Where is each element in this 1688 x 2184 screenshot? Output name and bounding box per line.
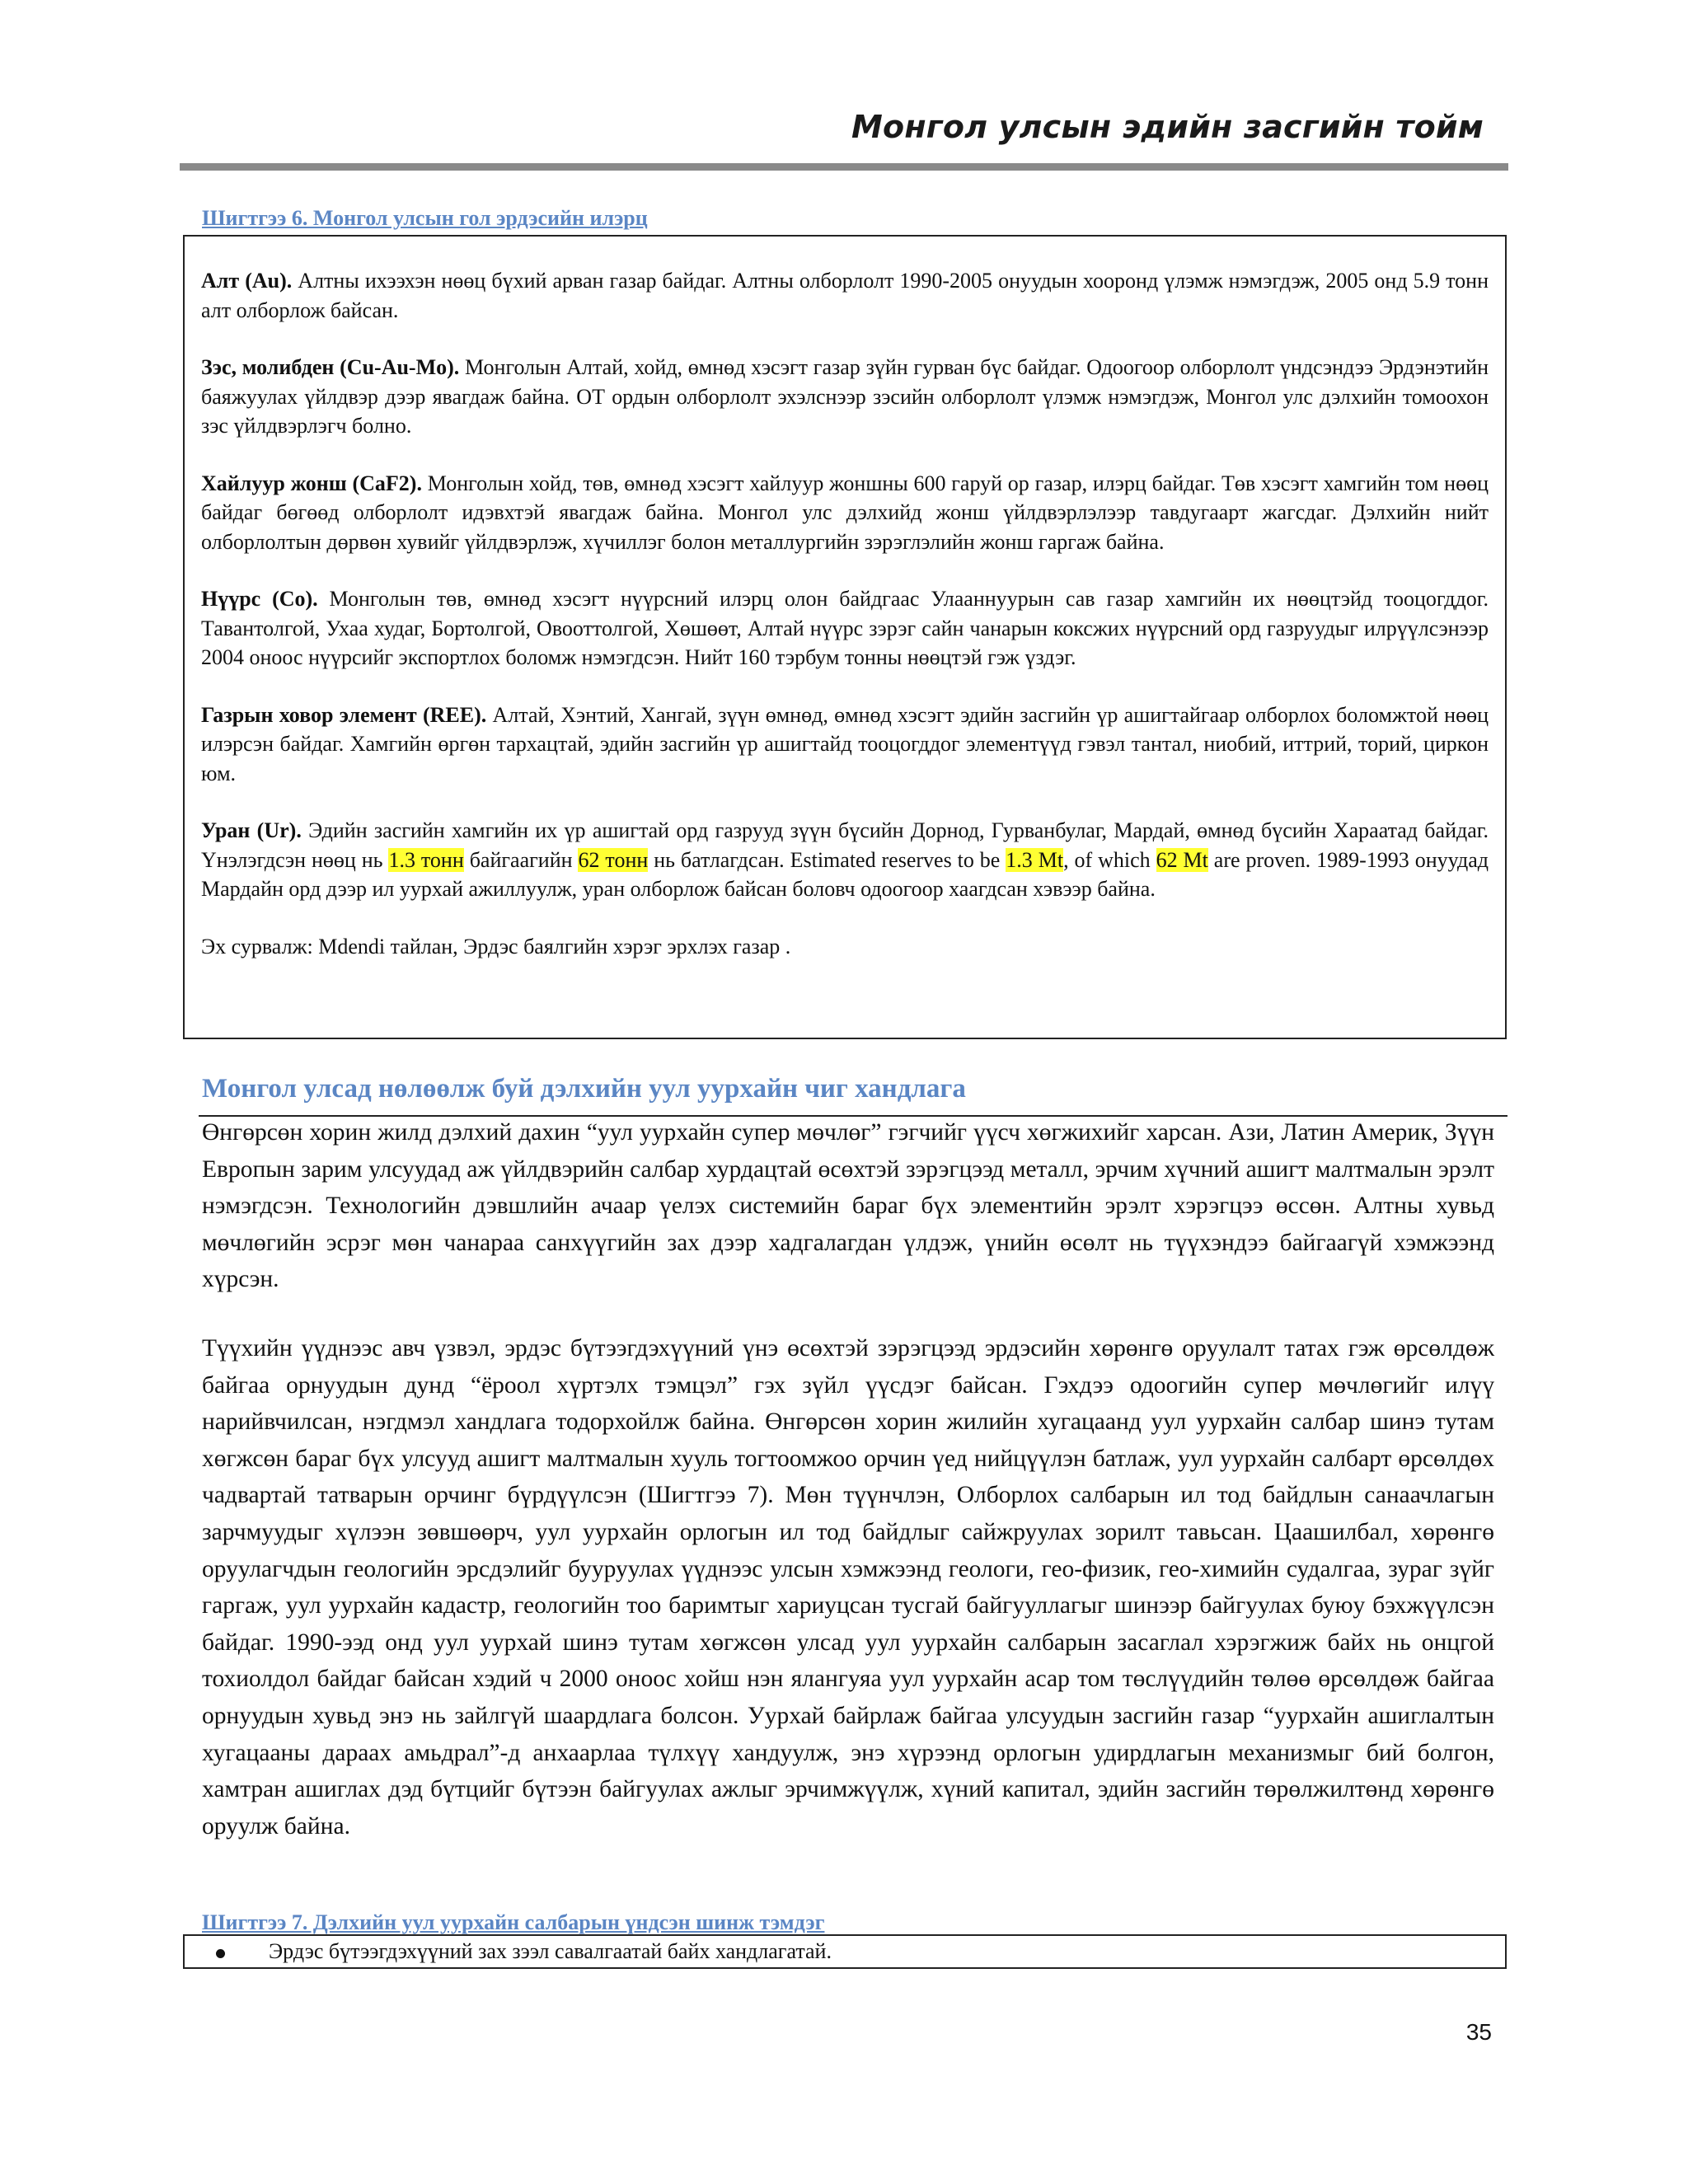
entry-lead: Нүүрс (Co). bbox=[201, 587, 318, 611]
mineral-entry-fluorspar bbox=[201, 469, 1489, 557]
section-body bbox=[202, 1114, 1494, 1877]
entry-text: are proven. 1989-1993 онуудад Мардайн орд дээр ил уурхай ажиллуулж, уран олборлож байсан боловч одоогоор хаагдсан хэвээр байна. bbox=[201, 847, 1489, 901]
entry-text: , of which bbox=[1063, 847, 1156, 872]
highlighted-value: 62 тонн bbox=[578, 847, 649, 872]
figure-6-source: Эх сурвалж: Mdendi тайлан, Эрдэс баялгийн хэрэг эрхлэх газар . bbox=[201, 934, 791, 958]
entry-lead: Алт (Au). bbox=[201, 269, 293, 293]
entry-text: Монголын төв, өмнөд хэсэгт нүүрсний илэрц олон байдгаас Улааннуурын сав газар хамгийн их нөөцтэйд тооцогддог. Тавантолгой, Ухаа худаг, Бортолгой, Овооттолгой, Хөшөөт, Алтай нүүрс зэрэг сайн чанарын коксжих нүүрсний орд газруудыг илрүүлсэнээр 2004 оноос нүүрсийг экспортлох боломж нэмэгдсэн. Нийт 160 тэрбум тонны нөөцтэй гэж үздэг. bbox=[201, 587, 1489, 669]
entry-text: Алтай, Хэнтий, Хангай, зүүн өмнөд, өмнөд хэсэгт эдийн засгийн үр ашигтайгаар олборлох боломжтой нөөц илэрсэн байдаг. Хамгийн өргөн тархацтай, эдийн засгийн үр ашигтайд тооцогддог элементүүд гэвэл тантал, ниобий, иттрий, торий, циркон юм. bbox=[201, 702, 1489, 785]
section-heading: Монгол улсад нөлөөлж буй дэлхийн уул уурхайн чиг хандлага bbox=[202, 1074, 966, 1104]
header-rule bbox=[180, 163, 1508, 171]
mineral-entry-gold bbox=[201, 266, 1489, 325]
mineral-entry-uranium bbox=[201, 816, 1489, 904]
entry-lead: Уран (Ur). bbox=[201, 818, 302, 842]
entry-text: Алтны ихээхэн нөөц бүхий арван газар байдаг. Алтны олборлолт 1990-2005 онуудын хооронд үлэмж нэмэгдэж, 2005 онд 5.9 тонн алт олборлож байсан. bbox=[201, 269, 1489, 322]
bullet-icon bbox=[216, 1949, 225, 1958]
figure-6-box bbox=[183, 235, 1507, 1039]
bullet-text: Эрдэс бүтээгдэхүүний зах зээл савалгаатай байх хандлагатай. bbox=[269, 1939, 832, 1963]
entry-text: нь батлагдсан. Estimated reserves to be bbox=[648, 847, 1006, 872]
body-paragraph: Өнгөрсөн хорин жилд дэлхий дахин “уул уурхайн супер мөчлөг” гэгчийг үүсч хөгжихийг харсан. Ази, Латин Америк, Зүүн Европын зарим улсуудад аж үйлдвэрийн салбар хурдацтай өсөхтэй зэрэгцээд металл, эрчим хүчний ашигт малтмалын эрэлт нэмэгдсэн. Технологийн дэвшлийн ачаар үелэх системийн бараг бүх элементийн эрэлт хэрэгцээ өссөн. Алтны хувьд мөчлөгийн эсрэг мөн чанараа санхүүгийн зах дээр хадгалагдан үлдэж, үнийн өсөлт нь түүхэндээ байгаагүй хэмжээнд хүрсэн. bbox=[202, 1119, 1494, 1293]
entry-lead: Хайлуур жонш (CaF2). bbox=[201, 471, 422, 495]
figure-7-caption: Шигтгээ 7. Дэлхийн уул уурхайн салбарын үндсэн шинж тэмдэг bbox=[202, 1910, 825, 1934]
highlighted-value: 1.3 Mt bbox=[1006, 847, 1064, 872]
mineral-entry-coal bbox=[201, 584, 1489, 673]
figure-6-caption: Шигтгээ 6. Монгол улсын гол эрдэсийн илэрц bbox=[202, 206, 648, 230]
running-header-title: Монгол улсын эдийн засгийн тойм bbox=[851, 109, 1484, 145]
entry-lead: Зэс, молибден (Cu-Au-Mo). bbox=[201, 355, 460, 379]
mineral-entry-rare-earth bbox=[201, 701, 1489, 789]
figure-7-box bbox=[183, 1934, 1507, 1969]
body-paragraph: Түүхийн үүднээс авч үзвэл, эрдэс бүтээгдэхүүний үнэ өсөхтэй зэрэгцээд эрдэсийн хөрөнгө оруулалт татах гэж өрсөлдөж байгаа орнуудын дунд “ёроол хүртэлх тэмцэл” гэх зүйл үүсдэг байсан. Гэхдээ одоогийн супер мөчлөгийг илүү нарийвчилсан, нэгдмэл хандлага тодорхойлж байна. Өнгөрсөн хорин жилийн хугацаанд уул уурхайн салбар шинэ тутам хөгжсөн бараг бүх улсууд ашигт малтмалын хууль тогтоомжоо орчин үед нийцүүлэн батлаж, уул уурхайн салбарт өрсөлдөх чадвартай татварын орчинг бүрдүүлсэн (Шигтгээ 7). Мөн түүнчлэн, Олборлох салбарын ил тод байдлын санаачлагын зарчмуудыг хүлээн зөвшөөрч, уул уурхайн орлогын ил тод байдлыг сайжруулах зорилт тавьсан. Цаашилбал, хөрөнгө оруулагчдын геологийн эрсдэлийг бууруулах үүднээс улсын хэмжээнд геологи, гео-физик, гео-химийн судалгаа, зураг зүйг гаргаж, уул уурхайн кадастр, геологийн тоо баримтыг хариуцсан тусгай байгууллагыг шинээр байгуулах буюу бэхжүүлсэн байдаг. 1990-ээд онд уул уурхай шинэ тутам хөгжсөн улсад уул уурхайн салбарын засаглал хэрэгжиж байх нь онцгой тохиолдол байдаг байсан хэдий ч 2000 оноос хойш нэн ялангуяа уул уурхайн асар том төслүүдийн төлөө өрсөлдөж байгаа орнуудын хувьд энэ нь зайлгүй шаардлага болсон. Уурхай байрлаж байгаа улсуудын засгийн газар “уурхайн ашиглалтын хугацааны дараах амьдрал”-д анхаарлаа түлхүү хандуулж, энэ хүрээнд орлогын удирдлагын механизмыг бий болгон, хамтран ашиглах дэд бүтцийг бүтээн байгуулах ажлыг эрчимжүүлж, хүний капитал, эдийн засгийн төрөлжилтөнд хөрөнгө оруулж байна. bbox=[202, 1334, 1494, 1840]
mineral-entry-copper bbox=[201, 353, 1489, 441]
highlighted-value: 62 Mt bbox=[1156, 847, 1208, 872]
entry-text: Монголын хойд, төв, өмнөд хэсэгт хайлуур жоншны 600 гаруй ор газар, илэрц байдаг. Төв хэсэгт хамгийн том нөөц байдаг бөгөөд олборлолт идэвхтэй явагдаж байна. Монгол улс дэлхийд жонш үйлдвэрлэлээр тавдугаарт жагсдаг. Дэлхийн нийт олборлолтын дөрвөн хувийг үйлдвэрлэж, хүчиллэг болон металлургийн зэрэглэлийн жонш гаргаж байна. bbox=[201, 471, 1489, 554]
entry-text: байгаагийн bbox=[463, 847, 579, 872]
entry-text: Монголын Алтай, хойд, өмнөд хэсэгт газар зүйн гурван бүс байдаг. Одоогоор олборлолт үндсэндээ Эрдэнэтийн баяжуулах үйлдвэр дээр явагдаж байна. ОТ ордын олборлолт эхэлснээр зэсийн олборлолт үлэмж нэмэгдэж, Монгол улс дэлхийн томоохон зэс үйлдвэрлэгч болно. bbox=[201, 355, 1489, 438]
entry-lead: Газрын ховор элемент (REE). bbox=[201, 702, 487, 727]
page-number: 35 bbox=[1465, 2019, 1492, 2045]
highlighted-value: 1.3 тонн bbox=[388, 847, 464, 872]
entry-text: Эдийн засгийн хамгийн их үр ашигтай орд газрууд зүүн бүсийн Дорнод, Гурванбулаг, Мардай, өмнөд бүсийн Хараатад байдаг. Үнэлэгдсэн нөөц нь bbox=[201, 818, 1489, 872]
